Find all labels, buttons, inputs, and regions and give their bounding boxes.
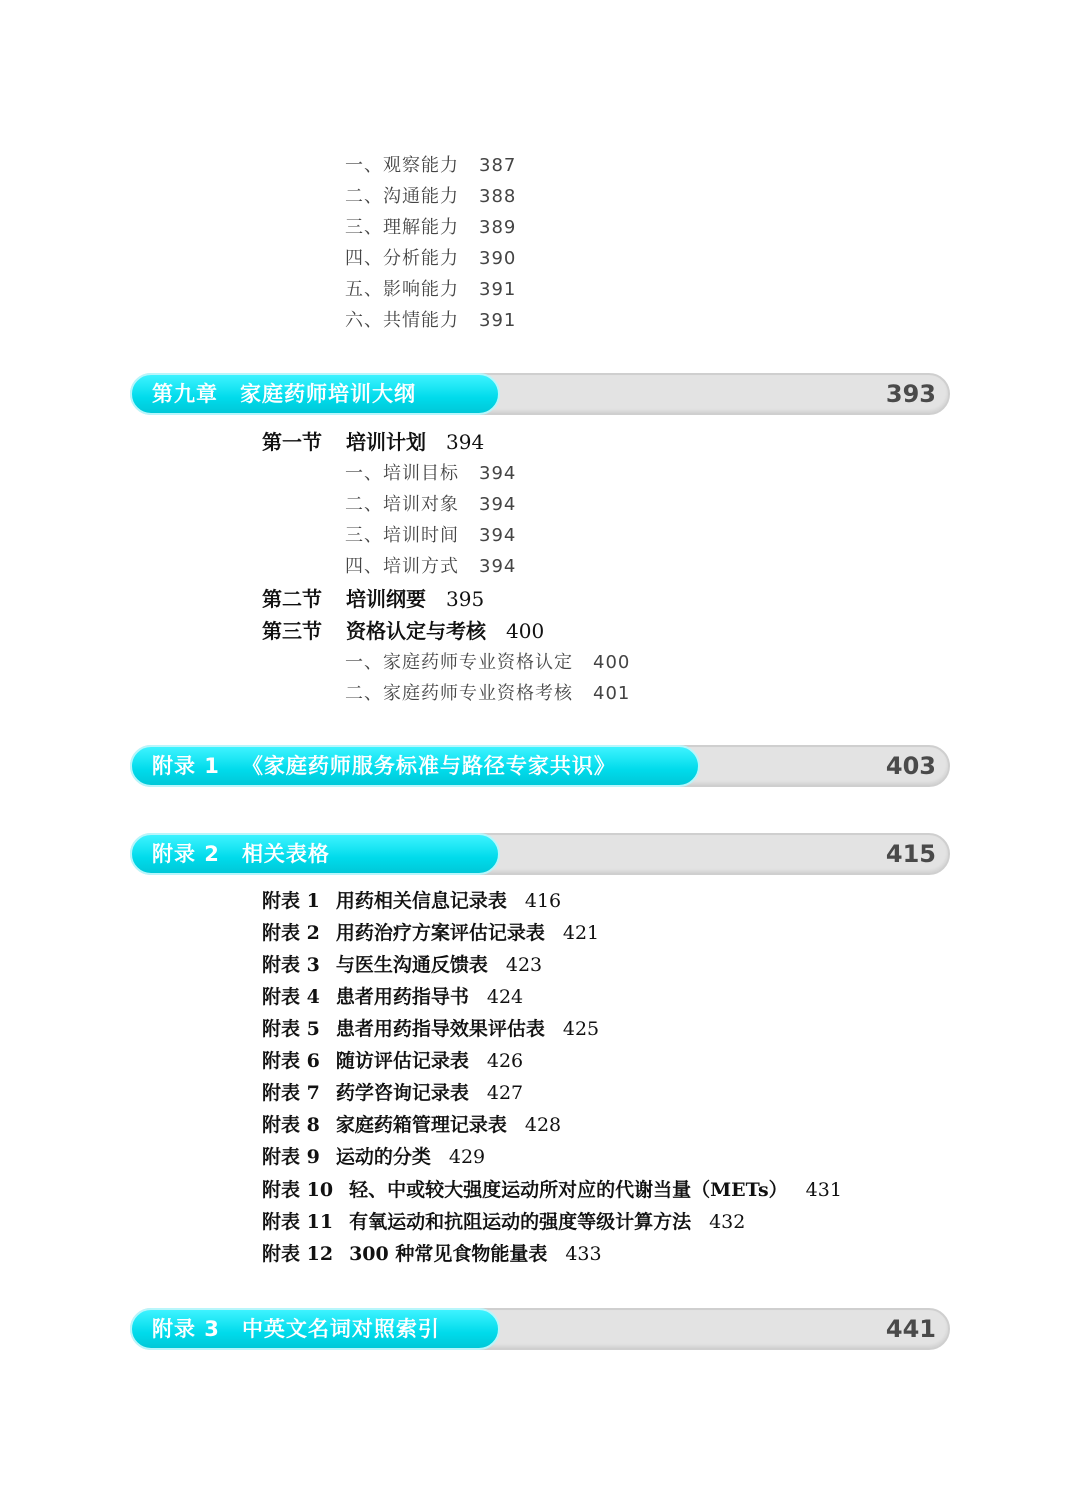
page-number: 401	[593, 683, 631, 704]
toc-table-entry[interactable]: 附表 7 药学咨询记录表 427	[262, 1082, 524, 1104]
toc-table-entry[interactable]: 附表 2 用药治疗方案评估记录表 421	[262, 922, 600, 944]
toc-item[interactable]: 一、培训目标 394	[345, 463, 517, 484]
toc-table-entry[interactable]: 附表 4 患者用药指导书 424	[262, 986, 524, 1008]
page-number: 429	[448, 1146, 486, 1168]
chapter-page-number: 415	[885, 840, 936, 868]
toc-item[interactable]: 四、分析能力 390	[345, 248, 517, 269]
page-number: 391	[479, 310, 517, 331]
chapter-page-number: 441	[885, 1315, 936, 1343]
page-number: 421	[562, 922, 600, 944]
toc-table-entry[interactable]: 附表 5 患者用药指导效果评估表 425	[262, 1018, 600, 1040]
page-number: 424	[486, 986, 524, 1008]
page-number: 400	[593, 652, 631, 673]
toc-table-entry[interactable]: 附表 12 300 种常见食物能量表 433	[262, 1243, 602, 1265]
toc-item[interactable]: 五、影响能力 391	[345, 279, 517, 300]
toc-item[interactable]: 一、观察能力 387	[345, 155, 517, 176]
page-number: 425	[562, 1018, 600, 1040]
toc-table-entry[interactable]: 附表 11 有氧运动和抗阻运动的强度等级计算方法 432	[262, 1211, 746, 1233]
page-number: 389	[479, 217, 517, 238]
toc-item[interactable]: 二、培训对象 394	[345, 494, 517, 515]
page-number: 395	[446, 587, 485, 611]
toc-table-entry[interactable]: 附表 10 轻、中或较大强度运动所对应的代谢当量（METs） 431	[262, 1179, 842, 1201]
chapter-page-number: 393	[885, 380, 936, 408]
chapter-title: 附录 3 中英文名词对照索引	[152, 1317, 440, 1341]
page-number: 388	[479, 186, 517, 207]
page-number: 433	[565, 1243, 602, 1265]
toc-table-entry[interactable]: 附表 9 运动的分类 429	[262, 1146, 486, 1168]
toc-section[interactable]: 第一节 培训计划 394	[262, 430, 485, 454]
page-number: 432	[709, 1211, 746, 1233]
page-number: 394	[446, 430, 485, 454]
toc-section[interactable]: 第三节 资格认定与考核 400	[262, 619, 545, 643]
toc-item[interactable]: 三、培训时间 394	[345, 525, 517, 546]
page-number: 394	[479, 463, 517, 484]
toc-section[interactable]: 第二节 培训纲要 395	[262, 587, 485, 611]
toc-item[interactable]: 三、理解能力 389	[345, 217, 517, 238]
toc-item[interactable]: 一、家庭药师专业资格认定 400	[345, 652, 631, 673]
appendix-bar-1[interactable]	[130, 745, 950, 787]
toc-item[interactable]: 六、共情能力 391	[345, 310, 517, 331]
page-number: 431	[805, 1179, 842, 1201]
toc-table-entry[interactable]: 附表 1 用药相关信息记录表 416	[262, 890, 562, 912]
chapter-title: 附录 2 相关表格	[152, 842, 330, 866]
appendix-bar-3[interactable]	[130, 1308, 950, 1350]
page-number: 387	[479, 155, 517, 176]
page-number: 394	[479, 525, 517, 546]
page-number: 416	[524, 890, 562, 912]
page-number: 426	[486, 1050, 524, 1072]
page-number: 400	[506, 619, 545, 643]
toc-table-entry[interactable]: 附表 6 随访评估记录表 426	[262, 1050, 524, 1072]
toc-item[interactable]: 四、培训方式 394	[345, 556, 517, 577]
toc-table-entry[interactable]: 附表 8 家庭药箱管理记录表 428	[262, 1114, 562, 1136]
page-number: 427	[486, 1082, 524, 1104]
chapter-title: 第九章 家庭药师培训大纲	[152, 382, 416, 406]
chapter-bar-9[interactable]	[130, 373, 950, 415]
toc-item[interactable]: 二、沟通能力 388	[345, 186, 517, 207]
appendix-bar-2[interactable]	[130, 833, 950, 875]
page-number: 394	[479, 556, 517, 577]
page-number: 394	[479, 494, 517, 515]
chapter-page-number: 403	[885, 752, 936, 780]
page-number: 428	[524, 1114, 562, 1136]
toc-item[interactable]: 二、家庭药师专业资格考核 401	[345, 683, 631, 704]
chapter-title: 附录 1 《家庭药师服务标准与路径专家共识》	[152, 754, 616, 778]
page-number: 390	[479, 248, 517, 269]
page-number: 423	[505, 954, 543, 976]
toc-table-entry[interactable]: 附表 3 与医生沟通反馈表 423	[262, 954, 543, 976]
page-number: 391	[479, 279, 517, 300]
